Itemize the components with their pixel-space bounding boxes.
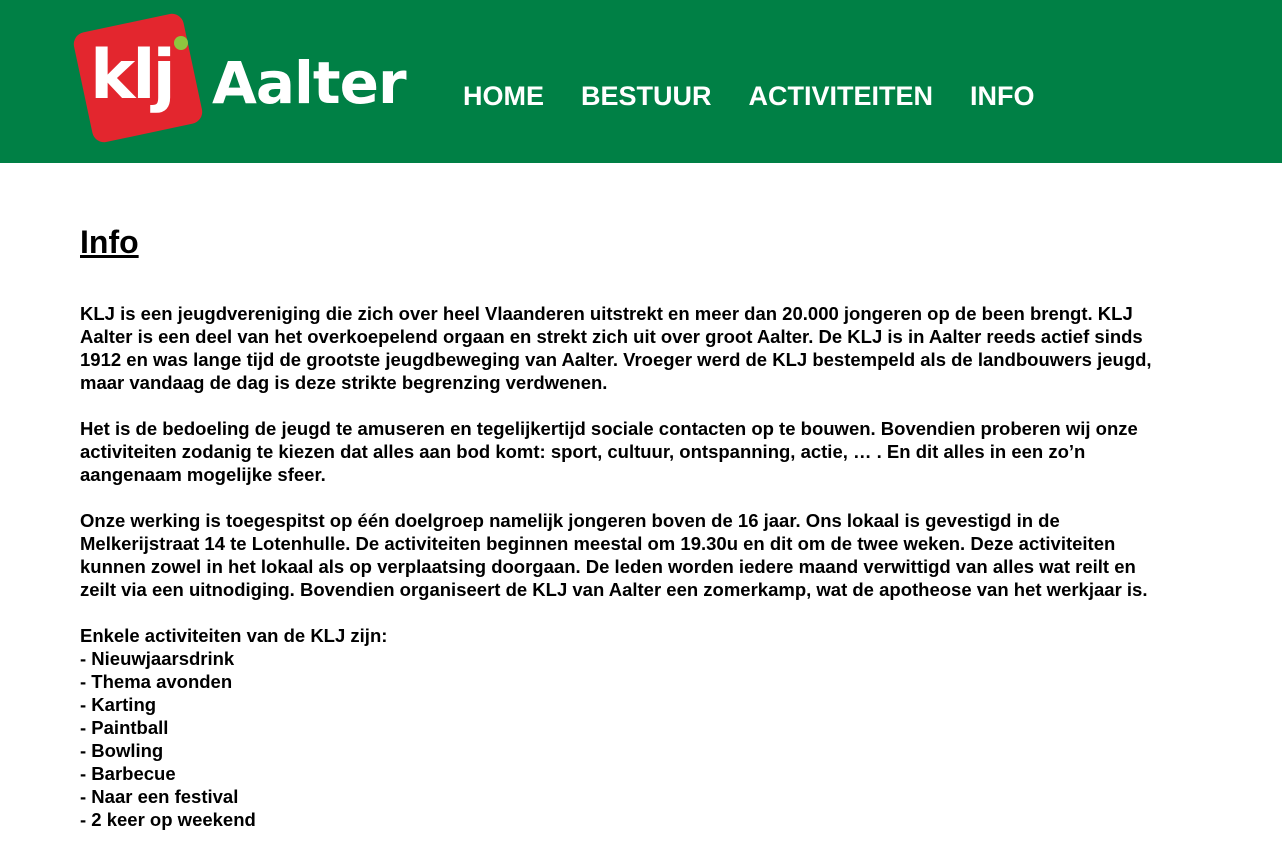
- intro-paragraph: KLJ is een jeugdvereniging die zich over heel Vlaanderen uitstrekt en meer dan 20.000 jongeren op de been brengt. KLJ Aalter is een deel van het overkoepelend orgaan en strekt zich uit over groot Aalter. De KLJ is in Aalter reeds actief sinds 1912 en was lange tijd de grootste jeugdbeweging van Aalter. Vroeger werd de KLJ bestempeld als de landbouwers jeugd, maar vandaag de dag is deze strikte begrenzing verdwenen.: [80, 303, 1152, 393]
- klj-aalter-logo[interactable]: [78, 16, 406, 146]
- list-item: - Nieuwjaarsdrink: [80, 648, 235, 669]
- nav-info[interactable]: INFO: [970, 81, 1035, 111]
- purpose-paragraph: Het is de bedoeling de jeugd te amuseren en tegelijkertijd sociale contacten op te bouwen. Bovendien proberen wij onze activiteiten zodanig te kiezen dat alles aan bod komt: sport, cultuur, ontspanning, actie, … . En dit alles in een zo’n aangenaam mogelijke sfeer.: [80, 418, 1138, 485]
- main-content: [80, 220, 1160, 831]
- nav-home[interactable]: HOME: [463, 81, 544, 111]
- list-item: - Naar een festival: [80, 786, 239, 807]
- logo-aalter-text: Aalter: [212, 49, 406, 117]
- nav-bestuur[interactable]: BESTUUR: [581, 81, 712, 111]
- page-title: Info: [80, 224, 139, 260]
- list-item: - Karting: [80, 694, 157, 715]
- list-item: - Thema avonden: [80, 671, 233, 692]
- list-item: - Barbecue: [80, 763, 176, 784]
- list-item: - Paintball: [80, 717, 169, 738]
- list-item: - 2 keer op weekend: [80, 809, 256, 830]
- site-header: [0, 0, 1282, 163]
- main-nav: [463, 80, 1035, 112]
- activities-list: [80, 647, 1160, 831]
- logo-klj-text: klj: [90, 36, 173, 115]
- activities-intro: Enkele activiteiten van de KLJ zijn:: [80, 625, 388, 646]
- operation-paragraph: Onze werking is toegespitst op één doelgroep namelijk jongeren boven de 16 jaar. Ons lokaal is gevestigd in de Melkerijstraat 14 te Lotenhulle. De activiteiten beginnen meestal om 19.30u en dit om de twee weken. Deze activiteiten kunnen zowel in het lokaal als op verplaatsing doorgaan. De leden worden iedere maand verwittigd van alles wat reilt en zeilt via een uitnodiging. Bovendien organiseert de KLJ van Aalter een zomerkamp, wat de apotheose van het werkjaar is.: [80, 510, 1148, 600]
- list-item: - Bowling: [80, 740, 164, 761]
- nav-activiteiten[interactable]: ACTIVITEITEN: [748, 81, 934, 111]
- logo-green-dot: [174, 36, 188, 50]
